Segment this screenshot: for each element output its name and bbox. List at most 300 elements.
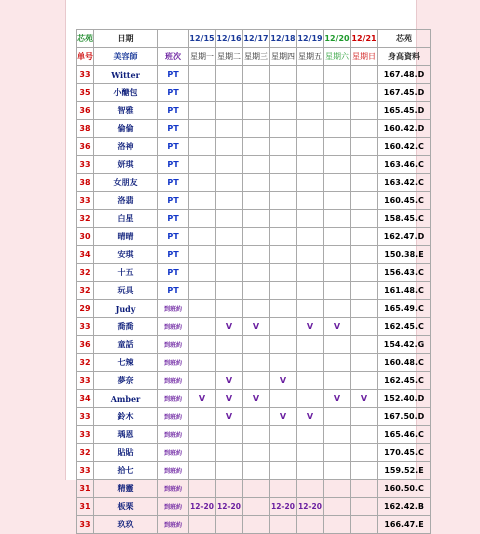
shift-type: 到班約 (158, 462, 189, 480)
table-row[interactable] (77, 120, 431, 138)
day-cell (351, 336, 378, 354)
table-row[interactable] (77, 138, 431, 156)
height-info: 152.40.D (378, 390, 431, 408)
height-info: 170.45.C (378, 444, 431, 462)
day-cell (216, 210, 243, 228)
day-cell (243, 444, 270, 462)
staff-name: 板栗 (94, 498, 158, 516)
staff-number: 38 (77, 174, 94, 192)
staff-name: 十五 (94, 264, 158, 282)
height-info: 158.45.C (378, 210, 431, 228)
shift-type: 到班約 (158, 516, 189, 534)
table-row[interactable] (77, 66, 431, 84)
day-cell (324, 516, 351, 534)
staff-name: 倫倫 (94, 120, 158, 138)
day-cell (297, 354, 324, 372)
day-cell (324, 336, 351, 354)
staff-name: 夢奈 (94, 372, 158, 390)
day-cell (216, 444, 243, 462)
staff-number: 36 (77, 138, 94, 156)
day-cell (270, 84, 297, 102)
day-cell (243, 426, 270, 444)
table-row[interactable] (77, 84, 431, 102)
shift-type: PT (158, 102, 189, 120)
day-cell (297, 102, 324, 120)
day-cell (324, 84, 351, 102)
day-cell (216, 300, 243, 318)
day-cell (189, 318, 216, 336)
table-row[interactable] (77, 480, 431, 498)
staff-number: 32 (77, 444, 94, 462)
staff-number: 33 (77, 66, 94, 84)
day-cell: V (216, 408, 243, 426)
weekday-cell-sunday: 星期日 (351, 48, 378, 66)
header-row-dates (77, 30, 431, 48)
date-title: 日期 (94, 30, 158, 48)
staff-number: 33 (77, 192, 94, 210)
day-cell (216, 120, 243, 138)
day-cell (351, 246, 378, 264)
day-cell (324, 426, 351, 444)
day-cell (351, 192, 378, 210)
table-row[interactable] (77, 282, 431, 300)
table-row[interactable] (77, 210, 431, 228)
staff-name: 智雅 (94, 102, 158, 120)
weekday-cell-saturday: 星期六 (324, 48, 351, 66)
shift-type: PT (158, 156, 189, 174)
weekday-cell: 星期三 (243, 48, 270, 66)
day-cell (324, 372, 351, 390)
day-cell (351, 120, 378, 138)
day-cell (297, 516, 324, 534)
day-cell (324, 498, 351, 516)
day-cell: V (324, 318, 351, 336)
day-cell (243, 156, 270, 174)
day-cell (351, 282, 378, 300)
staff-number: 35 (77, 84, 94, 102)
staff-number: 32 (77, 282, 94, 300)
height-info: 165.49.C (378, 300, 431, 318)
day-cell: V (216, 318, 243, 336)
day-cell (324, 246, 351, 264)
table-row[interactable] (77, 102, 431, 120)
staff-name: 玩具 (94, 282, 158, 300)
staff-number: 32 (77, 354, 94, 372)
height-info: 160.50.C (378, 480, 431, 498)
staff-name: 洛神 (94, 138, 158, 156)
day-cell (216, 174, 243, 192)
day-cell (189, 210, 216, 228)
staff-number: 33 (77, 408, 94, 426)
day-cell (243, 102, 270, 120)
staff-number: 31 (77, 498, 94, 516)
table-row[interactable] (77, 174, 431, 192)
staff-name: 鈴木 (94, 408, 158, 426)
schedule-table (76, 29, 431, 534)
day-cell (297, 228, 324, 246)
day-cell (270, 138, 297, 156)
day-cell (216, 192, 243, 210)
table-row[interactable] (77, 444, 431, 462)
date-cell-saturday: 12/20 (324, 30, 351, 48)
day-cell (297, 66, 324, 84)
day-cell (243, 300, 270, 318)
day-cell (216, 480, 243, 498)
day-cell (270, 102, 297, 120)
day-cell (216, 336, 243, 354)
staff-name: 妍琪 (94, 156, 158, 174)
day-cell (216, 246, 243, 264)
table-row[interactable] (77, 372, 431, 390)
height-info: 167.48.D (378, 66, 431, 84)
weekday-cell: 星期二 (216, 48, 243, 66)
weekday-cell: 星期一 (189, 48, 216, 66)
shift-type: 到班約 (158, 354, 189, 372)
table-row[interactable] (77, 264, 431, 282)
day-cell (351, 84, 378, 102)
weekday-cell: 星期四 (270, 48, 297, 66)
day-cell (243, 120, 270, 138)
day-cell (189, 246, 216, 264)
day-cell (297, 426, 324, 444)
staff-name: 玖玖 (94, 516, 158, 534)
shift-type: 到班約 (158, 390, 189, 408)
day-cell (351, 138, 378, 156)
shift-type: PT (158, 282, 189, 300)
day-cell (189, 66, 216, 84)
staff-name: 女朋友 (94, 174, 158, 192)
day-cell (351, 300, 378, 318)
day-cell: V (270, 372, 297, 390)
day-cell (351, 174, 378, 192)
day-cell (189, 354, 216, 372)
day-cell (243, 228, 270, 246)
table-row[interactable] (77, 336, 431, 354)
height-info: 162.45.C (378, 318, 431, 336)
day-cell (324, 462, 351, 480)
staff-number: 34 (77, 246, 94, 264)
day-cell: V (324, 390, 351, 408)
no-label: 单号 (77, 48, 94, 66)
day-cell (297, 390, 324, 408)
staff-name: Judy (94, 300, 158, 318)
day-cell (243, 192, 270, 210)
day-cell (324, 264, 351, 282)
shift-type: 到班約 (158, 336, 189, 354)
day-cell (270, 210, 297, 228)
day-cell (270, 336, 297, 354)
day-cell: V (243, 318, 270, 336)
table-row[interactable] (77, 390, 431, 408)
day-cell (351, 498, 378, 516)
day-cell (270, 318, 297, 336)
type-title: 班次 (158, 48, 189, 66)
date-cell: 12/16 (216, 30, 243, 48)
day-cell (351, 228, 378, 246)
day-cell (297, 210, 324, 228)
shift-type: PT (158, 120, 189, 138)
day-cell (243, 408, 270, 426)
height-info: 150.38.E (378, 246, 431, 264)
table-row[interactable] (77, 228, 431, 246)
day-cell (297, 264, 324, 282)
table-row[interactable] (77, 246, 431, 264)
table-row[interactable] (77, 318, 431, 336)
staff-number: 33 (77, 462, 94, 480)
staff-name: 白星 (94, 210, 158, 228)
shift-type: 到班約 (158, 498, 189, 516)
day-cell (324, 120, 351, 138)
day-cell (351, 354, 378, 372)
day-cell (216, 84, 243, 102)
day-cell (351, 318, 378, 336)
shift-type: 到班約 (158, 408, 189, 426)
day-cell (189, 426, 216, 444)
day-cell (189, 174, 216, 192)
day-cell (270, 426, 297, 444)
height-info: 162.45.C (378, 372, 431, 390)
day-cell: V (351, 390, 378, 408)
day-cell (243, 174, 270, 192)
shift-type: 到班約 (158, 444, 189, 462)
staff-number: 32 (77, 210, 94, 228)
shift-type: PT (158, 192, 189, 210)
staff-name: 小醣包 (94, 84, 158, 102)
table-row[interactable] (77, 426, 431, 444)
day-cell (243, 372, 270, 390)
day-cell (351, 426, 378, 444)
day-cell (216, 138, 243, 156)
day-cell (270, 390, 297, 408)
height-info: 156.43.C (378, 264, 431, 282)
day-cell (189, 516, 216, 534)
day-cell (324, 300, 351, 318)
day-cell (243, 246, 270, 264)
shift-type: 到班約 (158, 300, 189, 318)
day-cell (351, 462, 378, 480)
day-cell: V (216, 390, 243, 408)
table-row[interactable] (77, 498, 431, 516)
height-info: 167.50.D (378, 408, 431, 426)
day-cell: V (189, 390, 216, 408)
schedule-sheet (65, 0, 425, 529)
date-cell: 12/17 (243, 30, 270, 48)
shift-type: 到班約 (158, 318, 189, 336)
height-info: 160.42.D (378, 120, 431, 138)
day-cell (216, 282, 243, 300)
day-cell (216, 462, 243, 480)
staff-name: 洛翡 (94, 192, 158, 210)
day-cell (324, 192, 351, 210)
height-info: 167.45.D (378, 84, 431, 102)
day-cell (216, 156, 243, 174)
staff-name: Amber (94, 390, 158, 408)
staff-name: 瑀恩 (94, 426, 158, 444)
table-row[interactable] (77, 300, 431, 318)
day-cell (324, 174, 351, 192)
day-cell: 12-20 (189, 498, 216, 516)
height-info: 160.42.C (378, 138, 431, 156)
table-row[interactable] (77, 156, 431, 174)
date-cell: 12/19 (297, 30, 324, 48)
day-cell (270, 246, 297, 264)
day-cell (216, 264, 243, 282)
staff-name: 童話 (94, 336, 158, 354)
day-cell (189, 138, 216, 156)
day-cell (189, 228, 216, 246)
day-cell (189, 282, 216, 300)
day-cell: 12-20 (297, 498, 324, 516)
staff-name: 貼貼 (94, 444, 158, 462)
day-cell (324, 66, 351, 84)
day-cell: V (270, 408, 297, 426)
day-cell (297, 138, 324, 156)
day-cell (297, 462, 324, 480)
day-cell (324, 480, 351, 498)
staff-number: 33 (77, 516, 94, 534)
day-cell (243, 498, 270, 516)
day-cell (216, 228, 243, 246)
day-cell (270, 66, 297, 84)
table-row[interactable] (77, 192, 431, 210)
day-cell (189, 372, 216, 390)
table-row[interactable] (77, 462, 431, 480)
day-cell (243, 210, 270, 228)
day-cell (324, 102, 351, 120)
header-blank (158, 30, 189, 48)
date-cell-sunday: 12/21 (351, 30, 378, 48)
staff-number: 36 (77, 102, 94, 120)
day-cell (189, 408, 216, 426)
height-info: 163.42.C (378, 174, 431, 192)
day-cell (270, 156, 297, 174)
day-cell (324, 444, 351, 462)
corner-label: 芯苑 (77, 30, 94, 48)
day-cell (324, 354, 351, 372)
day-cell (297, 156, 324, 174)
staff-number: 36 (77, 336, 94, 354)
day-cell (243, 336, 270, 354)
day-cell (270, 516, 297, 534)
day-cell (216, 102, 243, 120)
height-info: 159.52.E (378, 462, 431, 480)
day-cell (243, 480, 270, 498)
staff-number: 33 (77, 156, 94, 174)
day-cell (216, 66, 243, 84)
day-cell (297, 300, 324, 318)
day-cell: V (297, 408, 324, 426)
height-info: 166.47.E (378, 516, 431, 534)
day-cell (243, 516, 270, 534)
day-cell (216, 354, 243, 372)
table-row[interactable] (77, 354, 431, 372)
shift-type: PT (158, 210, 189, 228)
height-info: 165.46.C (378, 426, 431, 444)
day-cell (243, 138, 270, 156)
height-info: 161.48.C (378, 282, 431, 300)
staff-number: 31 (77, 480, 94, 498)
staff-number: 33 (77, 372, 94, 390)
right-label: 芯苑 (378, 30, 431, 48)
day-cell: V (297, 318, 324, 336)
day-cell (270, 282, 297, 300)
day-cell (216, 516, 243, 534)
day-cell (189, 192, 216, 210)
day-cell (243, 354, 270, 372)
day-cell: V (243, 390, 270, 408)
staff-name: 晴晴 (94, 228, 158, 246)
day-cell (270, 462, 297, 480)
staff-number: 30 (77, 228, 94, 246)
day-cell (297, 192, 324, 210)
day-cell (243, 264, 270, 282)
day-cell (297, 444, 324, 462)
day-cell (324, 228, 351, 246)
day-cell (243, 282, 270, 300)
shift-type: PT (158, 246, 189, 264)
day-cell (189, 444, 216, 462)
day-cell (297, 282, 324, 300)
day-cell: 12-20 (216, 498, 243, 516)
day-cell (351, 66, 378, 84)
weekday-cell: 星期五 (297, 48, 324, 66)
height-info: 165.45.D (378, 102, 431, 120)
day-cell (270, 264, 297, 282)
day-cell (324, 408, 351, 426)
table-row[interactable] (77, 408, 431, 426)
day-cell (189, 102, 216, 120)
day-cell (351, 516, 378, 534)
staff-name: 七辣 (94, 354, 158, 372)
day-cell (297, 480, 324, 498)
staff-name: 安琪 (94, 246, 158, 264)
day-cell (270, 174, 297, 192)
height-info: 160.45.C (378, 192, 431, 210)
height-info: 162.47.D (378, 228, 431, 246)
shift-type: PT (158, 228, 189, 246)
day-cell (297, 246, 324, 264)
height-info: 154.42.G (378, 336, 431, 354)
day-cell (189, 300, 216, 318)
day-cell (189, 264, 216, 282)
shift-type: PT (158, 174, 189, 192)
staff-number: 32 (77, 264, 94, 282)
shift-type: 到班約 (158, 480, 189, 498)
date-cell: 12/15 (189, 30, 216, 48)
day-cell (351, 102, 378, 120)
day-cell (270, 192, 297, 210)
staff-name: 精靈 (94, 480, 158, 498)
day-cell (189, 84, 216, 102)
day-cell (351, 444, 378, 462)
day-cell (351, 480, 378, 498)
staff-number: 29 (77, 300, 94, 318)
table-row[interactable] (77, 516, 431, 534)
height-info: 163.46.C (378, 156, 431, 174)
day-cell (243, 462, 270, 480)
day-cell (351, 264, 378, 282)
day-cell (189, 156, 216, 174)
day-cell (324, 210, 351, 228)
day-cell (270, 228, 297, 246)
day-cell (189, 480, 216, 498)
day-cell (324, 138, 351, 156)
day-cell: 12-20 (270, 498, 297, 516)
day-cell (351, 156, 378, 174)
day-cell (243, 84, 270, 102)
height-info: 160.48.C (378, 354, 431, 372)
day-cell (270, 300, 297, 318)
